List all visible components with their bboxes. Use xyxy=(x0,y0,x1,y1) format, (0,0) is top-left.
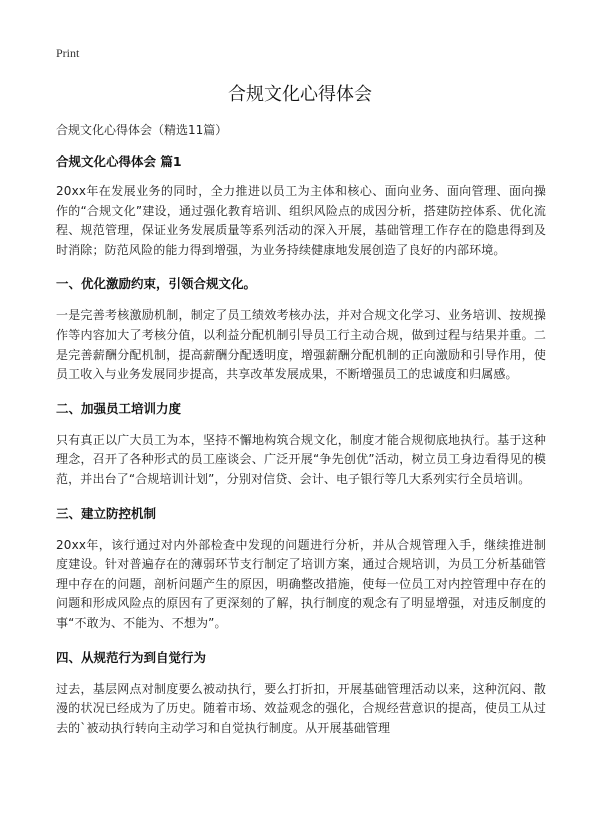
heading-training: 二、加强员工培训力度 xyxy=(56,400,182,416)
intro-paragraph: 20xx年在发展业务的同时，全力推进以员工为主体和核心、面向业务、面向管理、面向操作的“合规文化”建设，通过强化教育培训、组织风险点的成因分析，搭建防控体系、优化流程、规范管理，保证业务发展质量等系列活动的深入开展，基础管理工作存在的隐患得到及时消除；防范风险的能力得到增强，为业务持续健康地发展创造了良好的内部环境。 xyxy=(56,184,546,257)
print-link[interactable]: Print xyxy=(56,46,80,60)
paragraph-training: 只有真正以广大员工为本，坚持不懈地构筑合规文化，制度才能合规彻底地执行。基于这种理念，召开了各种形式的员工座谈会、广泛开展“争先创优”活动，树立员工身边看得见的模范，并出台了“合规培训计划”，分别对信贷、会计、电子银行等几大系列实行全员培训。 xyxy=(56,432,546,486)
heading-behavior: 四、从规范行为到自觉行为 xyxy=(56,649,207,665)
paragraph-behavior: 过去，基层网点对制度要么被动执行，要么打折扣，开展基础管理活动以来，这种沉闷、散漫的状况已经成为了历史。随着市场、效益观念的强化，合规经营意识的提高，使员工从过去的`被动执行转向主动学习和自觉执行制度。从开展基础管理 xyxy=(56,681,546,735)
article-body xyxy=(56,120,546,752)
heading-control: 三、建立防控机制 xyxy=(56,505,157,521)
paragraph-incentive: 一是完善考核激励机制，制定了员工绩效考核办法，并对合规文化学习、业务培训、按规操作等内容加大了考核分值，以利益分配机制引导员工行主动合规，做到过程与结果并重。二是完善薪酬分配机制，提高薪酬分配透明度，增强薪酬分配机制的正向激励和引导作用，使员工收入与业务发展同步提高，共享改革发展成果，不断增强员工的忠诚度和归属感。 xyxy=(56,308,546,382)
paragraph-control: 20xx年，该行通过对内外部检查中发现的问题进行分析，并从合规管理入手，继续推进制度建设。针对普遍存在的薄弱环节支行制定了培训方案，通过合规培训，为员工分析基础管理中存在的问题，剖析问题产生的原因，明确整改措施，使每一位员工对内控管理中存在的问题和形成风险点的原因有了更深刻的了解，执行制度的观念有了明显增强，对违反制度的事“不敢为、不能为、不想为”。 xyxy=(56,537,546,630)
section-title: 合规文化心得体会 篇1 xyxy=(56,154,182,169)
page-title: 合规文化心得体会 xyxy=(228,84,372,105)
article-subtitle: 合规文化心得体会（精选11篇） xyxy=(56,123,228,137)
heading-incentive: 一、优化激励约束，引领合规文化。 xyxy=(56,276,257,292)
